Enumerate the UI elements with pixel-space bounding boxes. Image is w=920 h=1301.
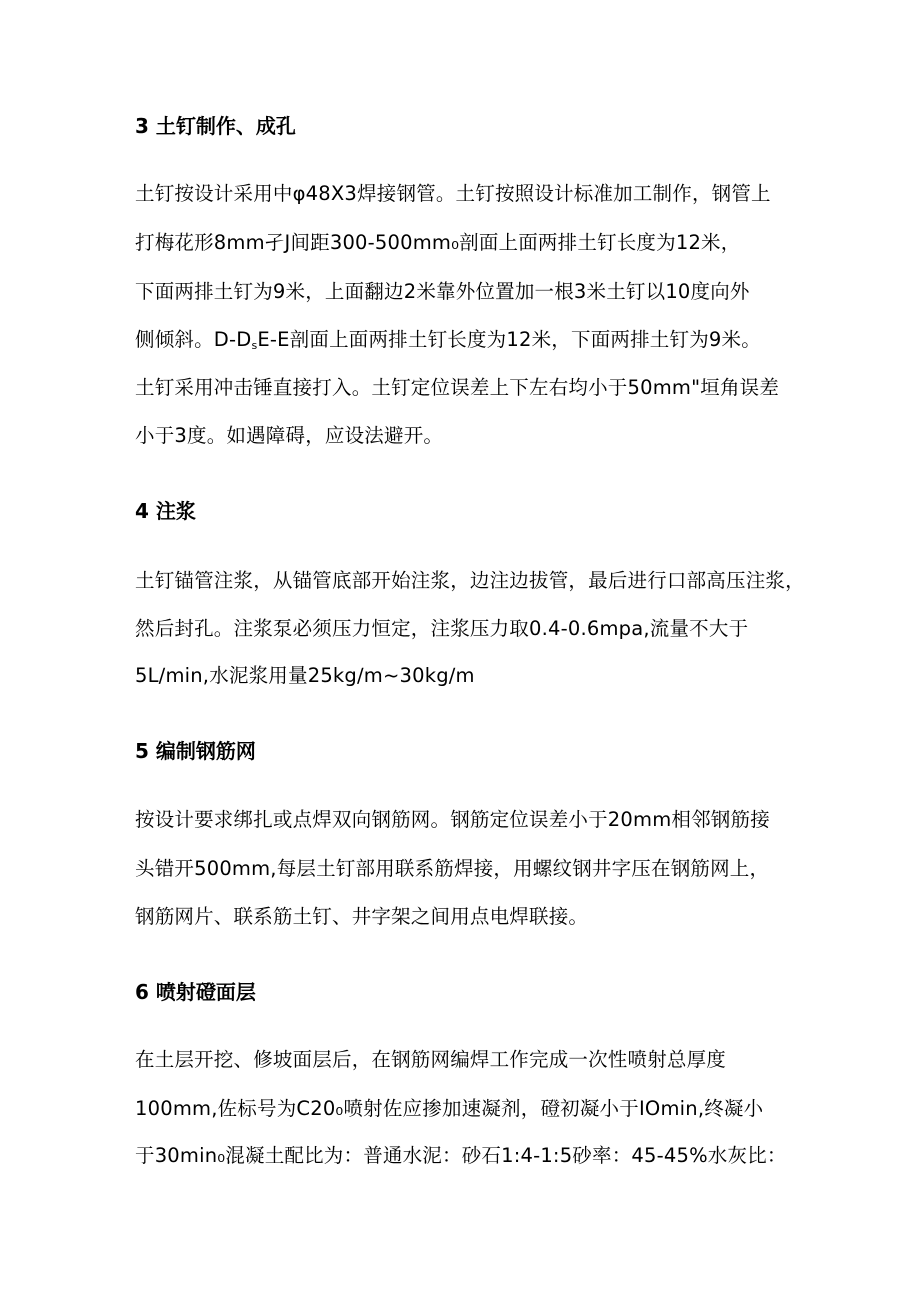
- section-5-line-3: 钢筋网片、联系筋土钉、井字架之间用点电焊联接。: [135, 905, 589, 928]
- section-3-line-3: 下面两排土钉为9米，上面翻边2米靠外位置加一根3米土钉以10度向外: [135, 280, 750, 303]
- section-6-line-3: 于30min₀混凝土配比为：普通水泥：砂石1:4-1:5砂率：45-45%水灰比：: [135, 1144, 787, 1167]
- section-4-line-3: 5L∕min,水泥浆用量25kg∕m~30kg∕m: [135, 664, 475, 687]
- section-6-line-2: 100mm,佐标号为C20₀喷射佐应掺加速凝剂，磴初凝小于IOmin,终凝小: [135, 1097, 764, 1120]
- section-5-line-2: 头错开500mm,每层土钉部用联系筋焊接，用螺纹钢井字压在钢筋网上，: [135, 857, 770, 880]
- section-3-heading: 3 土钉制作、成孔: [135, 114, 296, 138]
- section-6-heading: 6 喷射磴面层: [135, 980, 256, 1004]
- section-3-line-1: 土钉按设计采用中φ48X3焊接钢管。土钉按照设计标准加工制作，钢管上: [135, 182, 771, 205]
- section-6-line-1: 在土层开挖、修坡面层后，在钢筋网编焊工作完成一次性喷射总厚度: [135, 1048, 727, 1071]
- section-5-heading: 5 编制钢筋网: [135, 739, 256, 763]
- section-3-line-2: 打梅花形8mm孑J间距300-500mm₀剖面上面两排土钉长度为12米，: [135, 231, 741, 254]
- section-4-line-1: 土钉锚管注浆，从锚管底部开始注浆，边注边拔管，最后进行口部高压注浆，: [135, 569, 805, 592]
- section-4-line-2: 然后封孔。注浆泵必须压力恒定，注浆压力取0.4-0.6mpa,流量不大于: [135, 617, 749, 640]
- section-3-line-5: 土钉采用冲击锤直接打入。土钉定位误差上下左右均小于50mm"垣角误差: [135, 376, 780, 399]
- section-3-line-6: 小于3度。如遇障碍，应设法避开。: [135, 424, 444, 447]
- section-4-heading: 4 注浆: [135, 499, 196, 523]
- section-5-line-1: 按设计要求绑扎或点焊双向钢筋网。钢筋定位误差小于20mm相邻钢筋接: [135, 808, 770, 831]
- section-3-line-4: 侧倾斜。$D-D_sE-E$剖面上面两排土钉长度为12米，下面两排土钉为9米。: [135, 328, 761, 352]
